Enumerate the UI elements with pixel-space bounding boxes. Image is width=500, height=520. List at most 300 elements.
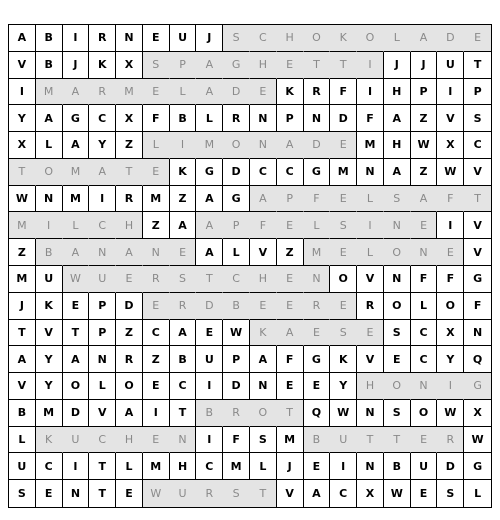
letter-cell[interactable]: C [411, 346, 438, 373]
letter-cell[interactable]: O [63, 373, 90, 400]
letter-cell[interactable]: Y [330, 373, 357, 400]
letter-cell[interactable]: F [223, 427, 250, 454]
letter-cell[interactable]: E [330, 186, 357, 213]
letter-cell[interactable]: V [464, 159, 491, 186]
letter-cell[interactable]: R [223, 105, 250, 132]
letter-cell[interactable]: N [411, 373, 438, 400]
letter-cell[interactable]: E [116, 266, 143, 293]
letter-cell[interactable]: K [330, 25, 357, 52]
letter-cell[interactable]: X [357, 480, 384, 507]
letter-cell[interactable]: K [89, 52, 116, 79]
letter-cell[interactable]: Q [464, 346, 491, 373]
letter-cell[interactable]: F [437, 186, 464, 213]
letter-cell[interactable]: S [223, 25, 250, 52]
letter-cell[interactable]: R [437, 427, 464, 454]
letter-cell[interactable]: Z [143, 346, 170, 373]
letter-cell[interactable]: T [357, 427, 384, 454]
letter-cell[interactable]: I [170, 132, 197, 159]
letter-cell[interactable]: N [250, 132, 277, 159]
letter-cell[interactable]: E [250, 79, 277, 106]
letter-cell[interactable]: C [143, 320, 170, 347]
letter-cell[interactable]: E [437, 239, 464, 266]
letter-cell[interactable]: C [36, 453, 63, 480]
letter-cell[interactable]: A [384, 159, 411, 186]
letter-cell[interactable]: E [196, 320, 223, 347]
letter-cell[interactable]: U [437, 52, 464, 79]
letter-cell[interactable]: A [196, 212, 223, 239]
letter-cell[interactable]: X [116, 105, 143, 132]
letter-cell[interactable]: I [196, 373, 223, 400]
letter-cell[interactable]: D [223, 79, 250, 106]
letter-cell[interactable]: D [437, 25, 464, 52]
letter-cell[interactable]: M [36, 79, 63, 106]
letter-cell[interactable]: H [384, 132, 411, 159]
letter-cell[interactable]: Y [89, 132, 116, 159]
letter-cell[interactable]: E [357, 320, 384, 347]
letter-cell[interactable]: C [223, 266, 250, 293]
letter-cell[interactable]: N [384, 266, 411, 293]
letter-cell[interactable]: A [116, 400, 143, 427]
letter-cell[interactable]: T [384, 427, 411, 454]
letter-cell[interactable]: A [9, 346, 36, 373]
letter-cell[interactable]: L [357, 239, 384, 266]
letter-cell[interactable]: G [464, 453, 491, 480]
letter-cell[interactable]: U [330, 427, 357, 454]
letter-cell[interactable]: X [116, 52, 143, 79]
letter-cell[interactable]: Y [9, 105, 36, 132]
letter-cell[interactable]: I [9, 79, 36, 106]
letter-cell[interactable]: V [36, 320, 63, 347]
letter-cell[interactable]: M [63, 186, 90, 213]
letter-cell[interactable]: A [196, 52, 223, 79]
letter-cell[interactable]: E [330, 293, 357, 320]
letter-cell[interactable]: M [143, 453, 170, 480]
letter-cell[interactable]: Z [143, 212, 170, 239]
letter-cell[interactable]: W [9, 186, 36, 213]
letter-cell[interactable]: X [9, 132, 36, 159]
letter-cell[interactable]: D [63, 400, 90, 427]
letter-cell[interactable]: Y [437, 346, 464, 373]
letter-cell[interactable]: B [36, 239, 63, 266]
letter-cell[interactable]: M [196, 132, 223, 159]
letter-cell[interactable]: C [89, 105, 116, 132]
letter-cell[interactable]: C [277, 159, 304, 186]
letter-cell[interactable]: M [116, 79, 143, 106]
letter-cell[interactable]: N [464, 320, 491, 347]
letter-cell[interactable]: W [437, 159, 464, 186]
letter-cell[interactable]: T [9, 159, 36, 186]
letter-cell[interactable]: O [384, 239, 411, 266]
letter-cell[interactable]: B [384, 453, 411, 480]
letter-cell[interactable]: F [330, 79, 357, 106]
letter-cell[interactable]: M [277, 427, 304, 454]
letter-cell[interactable]: P [223, 212, 250, 239]
letter-cell[interactable]: D [330, 105, 357, 132]
letter-cell[interactable]: R [304, 79, 331, 106]
letter-cell[interactable]: T [250, 480, 277, 507]
letter-cell[interactable]: P [89, 293, 116, 320]
letter-cell[interactable]: N [384, 212, 411, 239]
letter-cell[interactable]: Q [304, 400, 331, 427]
letter-cell[interactable]: S [143, 52, 170, 79]
letter-cell[interactable]: M [63, 159, 90, 186]
letter-cell[interactable]: H [250, 266, 277, 293]
letter-cell[interactable]: Y [36, 373, 63, 400]
letter-cell[interactable]: V [89, 400, 116, 427]
letter-cell[interactable]: N [170, 427, 197, 454]
letter-cell[interactable]: A [196, 79, 223, 106]
letter-cell[interactable]: W [437, 400, 464, 427]
letter-cell[interactable]: S [250, 427, 277, 454]
letter-cell[interactable]: A [304, 480, 331, 507]
letter-cell[interactable]: E [411, 480, 438, 507]
letter-cell[interactable]: N [89, 346, 116, 373]
letter-cell[interactable]: A [196, 239, 223, 266]
letter-cell[interactable]: Z [116, 132, 143, 159]
letter-cell[interactable]: R [304, 293, 331, 320]
letter-cell[interactable]: D [223, 159, 250, 186]
letter-cell[interactable]: E [330, 132, 357, 159]
letter-cell[interactable]: Z [116, 320, 143, 347]
letter-cell[interactable]: J [9, 293, 36, 320]
letter-cell[interactable]: A [63, 239, 90, 266]
letter-cell[interactable]: E [411, 427, 438, 454]
letter-cell[interactable]: L [250, 453, 277, 480]
letter-cell[interactable]: A [63, 132, 90, 159]
letter-cell[interactable]: V [464, 212, 491, 239]
letter-cell[interactable]: N [36, 186, 63, 213]
letter-cell[interactable]: F [464, 293, 491, 320]
letter-cell[interactable]: V [9, 373, 36, 400]
letter-cell[interactable]: U [411, 453, 438, 480]
letter-cell[interactable]: A [411, 25, 438, 52]
letter-cell[interactable]: K [250, 320, 277, 347]
letter-cell[interactable]: P [464, 79, 491, 106]
letter-cell[interactable]: L [143, 132, 170, 159]
letter-cell[interactable]: M [330, 159, 357, 186]
letter-cell[interactable]: I [437, 79, 464, 106]
letter-cell[interactable]: C [250, 25, 277, 52]
letter-cell[interactable]: S [170, 266, 197, 293]
letter-cell[interactable]: R [357, 293, 384, 320]
letter-cell[interactable]: K [277, 79, 304, 106]
letter-cell[interactable]: V [437, 105, 464, 132]
letter-cell[interactable]: P [277, 186, 304, 213]
letter-cell[interactable]: P [223, 346, 250, 373]
letter-cell[interactable]: V [464, 239, 491, 266]
letter-cell[interactable]: M [357, 132, 384, 159]
letter-cell[interactable]: O [357, 25, 384, 52]
letter-cell[interactable]: E [143, 373, 170, 400]
letter-cell[interactable]: U [196, 346, 223, 373]
letter-cell[interactable]: O [384, 373, 411, 400]
letter-cell[interactable]: T [330, 52, 357, 79]
letter-cell[interactable]: I [357, 79, 384, 106]
letter-cell[interactable]: I [143, 400, 170, 427]
letter-cell[interactable]: N [89, 239, 116, 266]
letter-cell[interactable]: L [223, 239, 250, 266]
letter-cell[interactable]: A [116, 239, 143, 266]
letter-cell[interactable]: C [196, 453, 223, 480]
letter-cell[interactable]: G [304, 159, 331, 186]
letter-cell[interactable]: L [357, 186, 384, 213]
letter-cell[interactable]: A [277, 320, 304, 347]
letter-cell[interactable]: E [304, 320, 331, 347]
letter-cell[interactable]: R [196, 480, 223, 507]
letter-cell[interactable]: T [277, 400, 304, 427]
letter-cell[interactable]: E [277, 373, 304, 400]
letter-cell[interactable]: M [304, 239, 331, 266]
letter-cell[interactable]: R [223, 400, 250, 427]
letter-cell[interactable]: D [437, 453, 464, 480]
letter-cell[interactable]: G [464, 373, 491, 400]
letter-cell[interactable]: L [36, 132, 63, 159]
letter-cell[interactable]: V [357, 346, 384, 373]
letter-cell[interactable]: J [411, 52, 438, 79]
letter-cell[interactable]: S [9, 480, 36, 507]
letter-cell[interactable]: I [63, 25, 90, 52]
letter-cell[interactable]: N [411, 239, 438, 266]
letter-cell[interactable]: K [170, 159, 197, 186]
letter-cell[interactable]: S [464, 105, 491, 132]
letter-cell[interactable]: S [330, 212, 357, 239]
letter-cell[interactable]: M [9, 266, 36, 293]
letter-cell[interactable]: F [250, 212, 277, 239]
letter-cell[interactable]: R [116, 186, 143, 213]
letter-cell[interactable]: A [411, 186, 438, 213]
letter-cell[interactable]: V [250, 239, 277, 266]
letter-cell[interactable]: N [357, 453, 384, 480]
letter-cell[interactable]: E [250, 293, 277, 320]
letter-cell[interactable]: C [170, 373, 197, 400]
letter-cell[interactable]: F [143, 105, 170, 132]
letter-cell[interactable]: O [223, 132, 250, 159]
letter-cell[interactable]: D [196, 293, 223, 320]
letter-cell[interactable]: S [223, 480, 250, 507]
letter-cell[interactable]: E [170, 239, 197, 266]
letter-cell[interactable]: P [277, 105, 304, 132]
letter-cell[interactable]: E [464, 25, 491, 52]
letter-cell[interactable]: D [223, 373, 250, 400]
letter-cell[interactable]: A [170, 320, 197, 347]
letter-cell[interactable]: M [143, 186, 170, 213]
letter-cell[interactable]: M [223, 453, 250, 480]
letter-cell[interactable]: C [330, 480, 357, 507]
letter-cell[interactable]: A [9, 25, 36, 52]
letter-cell[interactable]: G [63, 105, 90, 132]
letter-cell[interactable]: U [170, 25, 197, 52]
letter-cell[interactable]: C [250, 159, 277, 186]
letter-cell[interactable]: G [223, 52, 250, 79]
letter-cell[interactable]: N [63, 480, 90, 507]
letter-cell[interactable]: N [143, 239, 170, 266]
letter-cell[interactable]: M [9, 212, 36, 239]
letter-cell[interactable]: E [143, 427, 170, 454]
letter-cell[interactable]: E [277, 293, 304, 320]
letter-cell[interactable]: G [464, 266, 491, 293]
letter-cell[interactable]: O [330, 266, 357, 293]
letter-cell[interactable]: E [304, 373, 331, 400]
letter-cell[interactable]: U [170, 480, 197, 507]
letter-cell[interactable]: L [196, 105, 223, 132]
letter-cell[interactable]: I [330, 453, 357, 480]
letter-cell[interactable]: N [304, 266, 331, 293]
letter-cell[interactable]: E [143, 25, 170, 52]
letter-cell[interactable]: Z [277, 239, 304, 266]
letter-cell[interactable]: I [437, 373, 464, 400]
letter-cell[interactable]: T [89, 453, 116, 480]
letter-cell[interactable]: O [250, 400, 277, 427]
letter-cell[interactable]: K [330, 346, 357, 373]
letter-cell[interactable]: S [437, 480, 464, 507]
letter-cell[interactable]: C [411, 320, 438, 347]
letter-cell[interactable]: T [464, 186, 491, 213]
letter-cell[interactable]: W [330, 400, 357, 427]
letter-cell[interactable]: V [9, 52, 36, 79]
letter-cell[interactable]: B [36, 25, 63, 52]
letter-cell[interactable]: Y [36, 346, 63, 373]
letter-cell[interactable]: U [36, 266, 63, 293]
letter-cell[interactable]: H [116, 427, 143, 454]
letter-cell[interactable]: W [143, 480, 170, 507]
letter-cell[interactable]: I [63, 453, 90, 480]
letter-cell[interactable]: U [89, 266, 116, 293]
letter-cell[interactable]: N [357, 159, 384, 186]
letter-cell[interactable]: G [196, 159, 223, 186]
letter-cell[interactable]: F [437, 266, 464, 293]
letter-cell[interactable]: E [411, 212, 438, 239]
letter-cell[interactable]: N [116, 25, 143, 52]
letter-cell[interactable]: X [437, 132, 464, 159]
letter-cell[interactable]: W [63, 266, 90, 293]
letter-cell[interactable]: H [116, 212, 143, 239]
letter-cell[interactable]: C [89, 212, 116, 239]
letter-cell[interactable]: A [277, 132, 304, 159]
letter-cell[interactable]: I [196, 427, 223, 454]
letter-cell[interactable]: E [143, 79, 170, 106]
letter-cell[interactable]: I [357, 212, 384, 239]
letter-cell[interactable]: I [357, 52, 384, 79]
letter-cell[interactable]: L [89, 373, 116, 400]
letter-cell[interactable]: P [89, 320, 116, 347]
letter-cell[interactable]: T [304, 52, 331, 79]
letter-cell[interactable]: Z [9, 239, 36, 266]
letter-cell[interactable]: E [304, 453, 331, 480]
letter-cell[interactable]: E [36, 480, 63, 507]
letter-cell[interactable]: J [63, 52, 90, 79]
letter-cell[interactable]: N [250, 105, 277, 132]
letter-cell[interactable]: O [116, 373, 143, 400]
letter-cell[interactable]: T [196, 266, 223, 293]
letter-cell[interactable]: Z [411, 105, 438, 132]
letter-cell[interactable]: A [63, 346, 90, 373]
letter-cell[interactable]: E [277, 266, 304, 293]
letter-cell[interactable]: L [170, 79, 197, 106]
letter-cell[interactable]: M [36, 400, 63, 427]
letter-cell[interactable]: H [170, 453, 197, 480]
letter-cell[interactable]: F [304, 186, 331, 213]
letter-cell[interactable]: Z [170, 186, 197, 213]
letter-cell[interactable]: R [143, 266, 170, 293]
letter-cell[interactable]: A [384, 105, 411, 132]
letter-cell[interactable]: I [89, 186, 116, 213]
letter-cell[interactable]: U [9, 453, 36, 480]
letter-cell[interactable]: E [277, 52, 304, 79]
letter-cell[interactable]: S [384, 400, 411, 427]
letter-cell[interactable]: L [9, 427, 36, 454]
letter-cell[interactable]: O [437, 293, 464, 320]
letter-cell[interactable]: W [384, 480, 411, 507]
letter-cell[interactable]: B [304, 427, 331, 454]
letter-cell[interactable]: H [250, 52, 277, 79]
letter-cell[interactable]: T [9, 320, 36, 347]
letter-cell[interactable]: P [411, 79, 438, 106]
letter-cell[interactable]: X [437, 320, 464, 347]
letter-cell[interactable]: B [223, 293, 250, 320]
letter-cell[interactable]: T [116, 159, 143, 186]
letter-cell[interactable]: S [384, 320, 411, 347]
letter-cell[interactable]: F [277, 346, 304, 373]
letter-cell[interactable]: H [357, 373, 384, 400]
letter-cell[interactable]: E [384, 346, 411, 373]
letter-cell[interactable]: W [223, 320, 250, 347]
letter-cell[interactable]: L [411, 293, 438, 320]
letter-cell[interactable]: T [89, 480, 116, 507]
letter-cell[interactable]: D [116, 293, 143, 320]
letter-cell[interactable]: L [304, 212, 331, 239]
letter-cell[interactable]: L [464, 480, 491, 507]
letter-cell[interactable]: K [36, 427, 63, 454]
letter-cell[interactable]: C [89, 427, 116, 454]
letter-cell[interactable]: S [384, 186, 411, 213]
letter-cell[interactable]: W [411, 132, 438, 159]
letter-cell[interactable]: E [330, 239, 357, 266]
letter-cell[interactable]: J [277, 453, 304, 480]
letter-cell[interactable]: G [304, 346, 331, 373]
letter-cell[interactable]: S [330, 320, 357, 347]
letter-cell[interactable]: N [250, 373, 277, 400]
letter-cell[interactable]: L [116, 453, 143, 480]
letter-cell[interactable]: C [464, 132, 491, 159]
letter-cell[interactable]: E [143, 159, 170, 186]
letter-cell[interactable]: K [36, 293, 63, 320]
letter-cell[interactable]: P [170, 52, 197, 79]
letter-cell[interactable]: A [89, 159, 116, 186]
letter-cell[interactable]: F [357, 105, 384, 132]
letter-cell[interactable]: X [464, 400, 491, 427]
letter-cell[interactable]: V [357, 266, 384, 293]
letter-cell[interactable]: F [411, 266, 438, 293]
letter-cell[interactable]: R [116, 346, 143, 373]
letter-cell[interactable]: B [196, 400, 223, 427]
letter-cell[interactable]: A [250, 346, 277, 373]
letter-cell[interactable]: O [384, 293, 411, 320]
letter-cell[interactable]: L [63, 212, 90, 239]
letter-cell[interactable]: R [89, 25, 116, 52]
letter-cell[interactable]: I [36, 212, 63, 239]
letter-cell[interactable]: A [196, 186, 223, 213]
letter-cell[interactable]: A [170, 212, 197, 239]
letter-cell[interactable]: D [304, 132, 331, 159]
letter-cell[interactable]: R [89, 79, 116, 106]
letter-cell[interactable]: R [170, 293, 197, 320]
letter-cell[interactable]: A [63, 79, 90, 106]
letter-cell[interactable]: E [143, 293, 170, 320]
letter-cell[interactable]: J [384, 52, 411, 79]
letter-cell[interactable]: O [36, 159, 63, 186]
letter-cell[interactable]: B [170, 346, 197, 373]
letter-cell[interactable]: O [304, 25, 331, 52]
